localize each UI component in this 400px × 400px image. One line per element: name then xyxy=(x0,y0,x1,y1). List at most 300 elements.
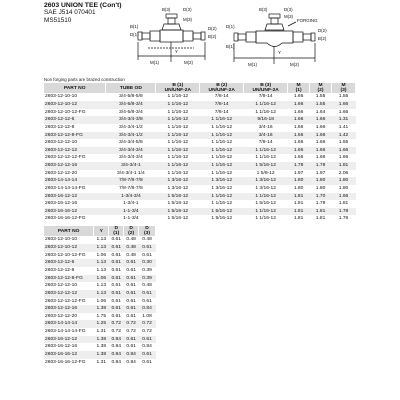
table-row xyxy=(44,147,356,155)
table-row xyxy=(44,267,156,275)
table-cell: 1.06 xyxy=(94,275,109,283)
table-cell: 1 5/16-12 xyxy=(156,208,200,216)
table-cell: 2603-16-16-12 xyxy=(44,351,94,359)
table-cell: 0.84 xyxy=(111,359,121,365)
table-cell: 1 1/16-12 xyxy=(156,147,200,155)
table-cell: 1.13 xyxy=(94,290,109,298)
table-cell: 2603-16-12-16 xyxy=(45,201,78,207)
table-cell: 2603-16-16-12-FG xyxy=(45,216,86,222)
table-row xyxy=(44,139,356,147)
table-cell: 1.31 xyxy=(96,359,107,365)
table-cell: 1 3/16-12 xyxy=(167,185,189,191)
table-cell: 0.61 xyxy=(109,305,124,313)
table-row xyxy=(44,305,156,313)
table-row xyxy=(44,116,356,124)
table-cell: 7/8-7/8-7/8 xyxy=(106,177,156,185)
table-cell: 1 3/16-12 xyxy=(156,177,200,185)
table-cell: 1-1-3/4 xyxy=(123,216,139,222)
table-cell: 1 1/16-12 xyxy=(211,170,233,176)
table-cell: 0.84 xyxy=(109,351,124,359)
table-cell: 1 1/16-12 xyxy=(200,116,244,124)
table-cell: 0.61 xyxy=(142,252,152,258)
table-cell: 1.80 xyxy=(338,185,349,191)
col-header-m3: M (3) xyxy=(332,83,356,93)
table-cell: 1 1/16-12 xyxy=(255,216,276,222)
table-cell: 1.38 xyxy=(94,336,109,344)
table-cell: 0.84 xyxy=(126,359,136,365)
table-cell: 2603-12-12-12 xyxy=(44,290,94,298)
table-cell: 1 1/16-12 xyxy=(156,162,200,170)
table-cell: 1 5/16-12 xyxy=(156,193,200,201)
table-cell: 1.25 xyxy=(94,320,109,328)
table-cell: 2603-12-10-12 xyxy=(44,244,94,252)
col-header-b1: B (1) UN/UNF-2A xyxy=(156,83,200,93)
table-cell: 1.66 xyxy=(288,132,310,140)
table-cell: 2603-12-12-12-FG xyxy=(45,155,86,161)
label-d2: D(2) xyxy=(208,26,217,31)
col-header-d2: D (2) xyxy=(124,226,139,236)
table-cell: 1-3/4-1 xyxy=(123,201,139,207)
table-row xyxy=(44,328,156,336)
page-title: 2603 UNION TEE (Con't) xyxy=(44,2,122,9)
table-cell: 2603-14-14-14-FG xyxy=(45,329,86,335)
table-cell: 0.61 xyxy=(126,267,136,273)
table-cell: 1.70 xyxy=(310,193,332,201)
col-header-y: Y xyxy=(94,226,109,236)
table-cell: 2603-12-12-8 xyxy=(45,267,75,273)
table-cell: 1.78 xyxy=(310,162,332,170)
table-row xyxy=(44,336,156,344)
construction-note: Non forging parts are brazed construction xyxy=(44,77,125,82)
table-cell: 1.55 xyxy=(338,140,349,146)
table-cell: 3/4-3/4-5/8 xyxy=(119,140,143,146)
table-cell: 1.80 xyxy=(332,177,356,185)
table-cell: 1.81 xyxy=(293,216,304,222)
table-cell: 2603-12-10-10 xyxy=(45,237,78,243)
table-cell: 1.66 xyxy=(288,101,310,109)
table-cell: 1.31 xyxy=(332,116,356,124)
table-cell: 2603-12-10-12-FG xyxy=(45,109,86,115)
table-cell: 2603-16-16-12-FG xyxy=(45,359,86,365)
table-cell: 1.13 xyxy=(96,267,107,273)
label-b2: B(2) xyxy=(208,34,217,39)
table-cell: 1 1/16-12 xyxy=(200,162,244,170)
col-header-b3: B (3) UN/UNF-2A xyxy=(244,83,288,93)
table-cell: 1.38 xyxy=(94,351,109,359)
table-cell: 1.75 xyxy=(96,313,107,319)
table-cell: 1.41 xyxy=(338,124,349,130)
table-cell: 1.80 xyxy=(310,177,332,185)
table-cell: 3/4-3/4-3/4 xyxy=(119,155,143,161)
table-cell: 7/8-14 xyxy=(258,94,273,100)
table-cell: 1.38 xyxy=(96,344,107,350)
table-cell: 1.66 xyxy=(332,101,356,109)
table-cell: 1.38 xyxy=(94,305,109,313)
table-cell: 0.72 xyxy=(111,329,121,335)
table-row xyxy=(44,185,356,193)
table-cell: 1 1/16-12 xyxy=(156,132,200,140)
table-cell: 0.61 xyxy=(139,336,156,344)
table-cell: 1.78 xyxy=(315,201,326,207)
table-cell: 1.66 xyxy=(293,94,304,100)
table-cell: 1.13 xyxy=(96,237,107,243)
table-cell: 2603-16-12-12 xyxy=(44,336,94,344)
table-cell: 0.48 xyxy=(142,237,152,243)
table-cell: 9/16-18 xyxy=(244,116,288,124)
label-m3: M(3) xyxy=(183,17,193,22)
table-row xyxy=(44,351,156,359)
table-cell: 1 5/8-12 xyxy=(256,170,275,176)
table-row xyxy=(44,200,356,208)
union-tee-diagram-left xyxy=(128,6,224,78)
table-cell: 2603-12-12-20 xyxy=(45,313,78,319)
table-cell: 1.66 xyxy=(293,109,304,115)
table-cell: 0.39 xyxy=(142,267,152,273)
table-cell: 1 1/16-12 xyxy=(167,140,189,146)
table-cell: 3/4-3/4-1 xyxy=(106,162,156,170)
table-cell: 2603-12-10-12-FG xyxy=(45,252,86,258)
table-cell: 7/8-14 xyxy=(214,109,229,115)
table-cell: 1-3/4-3/4 xyxy=(106,193,156,201)
table-cell: 1 1/16-12 xyxy=(156,101,200,109)
table-cell: 1.81 xyxy=(332,162,356,170)
table-cell: 0.61 xyxy=(109,290,124,298)
label-m1: M(1) xyxy=(248,62,258,67)
table-cell: 1.42 xyxy=(332,132,356,140)
table-row xyxy=(44,177,356,185)
table-cell: 0.61 xyxy=(142,359,152,365)
table-cell: 1 1/16-12 xyxy=(244,193,288,201)
table-cell: 0.72 xyxy=(124,320,139,328)
table-cell: 7/8-7/8-7/8 xyxy=(119,185,143,191)
table-cell: 0.61 xyxy=(126,298,136,304)
table-cell: 1.97 xyxy=(315,170,326,176)
table-cell: 2603-12-12-12-FG xyxy=(45,298,86,304)
label-d2: D(2) xyxy=(318,28,327,33)
table-cell: 2603-14-14-14-FG xyxy=(45,185,86,191)
table-cell: 2603-12-12-8 xyxy=(45,124,75,130)
table-row xyxy=(44,290,156,298)
table-cell: 0.61 xyxy=(109,275,124,283)
table-cell: 1 1/16-12 xyxy=(211,124,233,130)
table-cell: 0.39 xyxy=(139,275,156,283)
table-cell: 2603-12-12-8-FG xyxy=(44,275,94,283)
table-cell: 1.66 xyxy=(338,155,349,161)
table-cell: 1 1/16-12 xyxy=(167,109,189,115)
table-cell: 2603-12-10-12 xyxy=(44,101,106,109)
table-cell: 0.48 xyxy=(124,244,139,252)
col-header-tube-od: TUBE OD xyxy=(106,83,156,93)
table-cell: 7/8-14 xyxy=(200,101,244,109)
table-row xyxy=(44,208,356,216)
table-row xyxy=(44,259,156,267)
table-cell: 2603-12-12-6 xyxy=(44,116,106,124)
table-row xyxy=(44,101,356,109)
table-cell: 1 1/16-12 xyxy=(255,109,276,115)
table-cell: 1.97 xyxy=(293,170,304,176)
table-cell: 2603-14-14-14 xyxy=(44,177,106,185)
table-cell: 3/4-3/4-1/2 xyxy=(106,132,156,140)
table-cell: 1 1/16-12 xyxy=(211,140,233,146)
table-cell: 0.61 xyxy=(111,283,121,289)
table-cell: 0.48 xyxy=(126,237,136,243)
table-cell: 1.13 xyxy=(96,283,107,289)
table-cell: 2603-12-10-10 xyxy=(45,94,78,100)
table-cell: 2603-12-12-6 xyxy=(44,259,94,267)
table-cell: 1.66 xyxy=(293,155,304,161)
table-cell: 1 5/16-12 xyxy=(255,201,276,207)
label-m2: M(2) xyxy=(184,60,194,65)
table-cell: 1.81 xyxy=(288,193,310,201)
table-cell: 0.61 xyxy=(126,283,136,289)
table-cell: 0.72 xyxy=(109,320,124,328)
table-cell: 3/4-3/4-1 1/4 xyxy=(117,170,145,176)
table-cell: 1 1/16-12 xyxy=(167,124,189,130)
table-cell: 1.81 xyxy=(310,208,332,216)
table-cell: 1.55 xyxy=(338,94,349,100)
table-cell: 0.84 xyxy=(139,305,156,313)
standard-ref: SAE J514 070401 xyxy=(44,9,96,17)
table-cell: 7/8-14 xyxy=(214,94,229,100)
table-row xyxy=(44,282,156,290)
table-cell: 1 5/16-12 xyxy=(167,201,189,207)
label-b3: B(3) xyxy=(259,7,268,12)
table-cell: 1.80 xyxy=(293,185,304,191)
table-cell: 0.84 xyxy=(124,351,139,359)
label-b2: B(2) xyxy=(318,36,327,41)
label-b3: B(3) xyxy=(162,7,171,12)
table-cell: 1 1/16-12 xyxy=(244,208,288,216)
table-cell: 2603-14-14-14 xyxy=(44,320,94,328)
label-d3: D(3) xyxy=(183,7,192,12)
table-cell: 0.61 xyxy=(139,244,156,252)
label-forging: FORGING xyxy=(297,18,318,23)
table-cell: 2.06 xyxy=(338,170,349,176)
table-cell: 1 1/16-12 xyxy=(167,155,189,161)
label-m1: M(1) xyxy=(150,60,160,65)
table-cell: 1.66 xyxy=(293,140,304,146)
table-cell: 0.61 xyxy=(126,313,136,319)
table-cell: 1.66 xyxy=(338,109,349,115)
table-cell: 3/4-5/8-3/4 xyxy=(106,101,156,109)
table-row xyxy=(44,244,156,252)
col-header-d3: D (3) xyxy=(139,226,156,236)
table-cell: 0.72 xyxy=(142,329,152,335)
table-cell: 2603-16-12-12 xyxy=(44,193,106,201)
table-cell: 1.81 xyxy=(338,201,349,207)
table-cell: 1 3/16-12 xyxy=(200,177,244,185)
table-cell: 1.66 xyxy=(293,124,304,130)
table-cell: 0.72 xyxy=(139,320,156,328)
table-row xyxy=(44,162,356,170)
table-cell: 3/4-3/4-3/4 xyxy=(106,147,156,155)
table-cell: 0.61 xyxy=(142,298,152,304)
table-cell: 1-1-3/4 xyxy=(106,208,156,216)
table-header-row xyxy=(44,226,156,236)
mil-spec-ref: MS51510 xyxy=(44,16,72,24)
label-m2: M(2) xyxy=(290,62,300,67)
table-cell: 2603-12-12-10 xyxy=(45,140,78,146)
table-cell: 1.66 xyxy=(310,132,332,140)
table-cell: 3/4-16 xyxy=(244,132,288,140)
col-header-part-no: PART NO xyxy=(44,226,94,236)
table-row xyxy=(44,154,356,162)
table-cell: 1 1/16-12 xyxy=(211,201,233,207)
table-cell: 1.66 xyxy=(315,155,326,161)
table-cell: 1 1/16-12 xyxy=(200,193,244,201)
table-cell: 1.66 xyxy=(332,147,356,155)
table-row xyxy=(44,236,156,244)
col-header-d1: D (1) xyxy=(109,226,124,236)
table-cell: 1 3/16-12 xyxy=(255,185,276,191)
table-cell: 0.61 xyxy=(139,290,156,298)
table-cell: 2603-16-12-16 xyxy=(45,344,78,350)
table-row xyxy=(44,124,356,132)
table-cell: 1.06 xyxy=(96,252,107,258)
table-cell: 1.66 xyxy=(332,193,356,201)
table-row xyxy=(44,252,156,260)
table-cell: 2603-12-12-16 xyxy=(44,162,106,170)
table-cell: 1.66 xyxy=(310,147,332,155)
table-cell: 2603-12-12-16 xyxy=(44,305,94,313)
table-row xyxy=(44,298,156,306)
table-cell: 0.61 xyxy=(111,267,121,273)
table-cell: 1.08 xyxy=(142,313,152,319)
table-cell: 1.66 xyxy=(288,116,310,124)
dimension-table xyxy=(44,226,156,366)
table-row xyxy=(44,359,156,367)
table-cell: 3/4-5/8-3/4 xyxy=(119,109,143,115)
label-d1: D(1) xyxy=(226,24,235,29)
table-cell: 2603-12-12-12 xyxy=(44,147,106,155)
table-cell: 0.30 xyxy=(139,259,156,267)
col-header-m2: M (2) xyxy=(310,83,332,93)
table-cell: 1.66 xyxy=(288,147,310,155)
table-cell: 0.61 xyxy=(111,237,121,243)
table-cell: 0.84 xyxy=(142,344,152,350)
table-cell: 1.78 xyxy=(332,208,356,216)
table-cell: 2603-12-12-20 xyxy=(45,170,78,176)
table-cell: 1.81 xyxy=(293,201,304,207)
table-cell: 0.84 xyxy=(111,344,121,350)
table-cell: 0.61 xyxy=(124,275,139,283)
document-header xyxy=(44,2,122,24)
table-cell: 0.61 xyxy=(124,336,139,344)
table-cell: 1 1/16-12 xyxy=(156,116,200,124)
table-cell: 1.55 xyxy=(310,101,332,109)
label-b1: B(1) xyxy=(226,44,235,49)
table-cell: 1 5/16-12 xyxy=(244,162,288,170)
table-cell: 0.84 xyxy=(109,336,124,344)
table-row xyxy=(44,343,156,351)
table-cell: 1 1/16-12 xyxy=(255,155,276,161)
table-cell: 1 3/16-12 xyxy=(211,185,233,191)
table-row xyxy=(44,313,156,321)
table-row xyxy=(44,132,356,140)
table-cell: 1.66 xyxy=(315,124,326,130)
table-cell: 0.61 xyxy=(111,313,121,319)
table-cell: 1 1/16-12 xyxy=(244,147,288,155)
table-cell: 7/8-14 xyxy=(258,140,273,146)
label-d1: D(1) xyxy=(130,32,139,37)
table-cell: 0.61 xyxy=(111,252,121,258)
table-cell: 0.61 xyxy=(109,244,124,252)
col-header-m1: M (1) xyxy=(288,83,310,93)
table-row xyxy=(44,275,156,283)
table-cell: 1 1/16-12 xyxy=(200,132,244,140)
table-cell: 1 1/16-12 xyxy=(167,94,189,100)
label-b1: B(1) xyxy=(130,24,139,29)
table-cell: 1.06 xyxy=(96,298,107,304)
label-d3: D(3) xyxy=(284,7,293,12)
table-cell: 3/4-16 xyxy=(258,124,273,130)
table-cell: 1 1/16-12 xyxy=(211,155,233,161)
table-cell: 1 1/16-12 xyxy=(167,170,189,176)
table-header-row xyxy=(44,83,356,93)
table-cell: 1.78 xyxy=(288,162,310,170)
col-header-part-no: PART NO xyxy=(44,83,106,93)
label-m3: M(3) xyxy=(284,14,294,19)
label-y: Y xyxy=(175,49,178,54)
table-cell: 1 5/16-12 xyxy=(211,216,233,222)
table-cell: 1.81 xyxy=(315,216,326,222)
table-cell: 1.80 xyxy=(288,177,310,185)
col-header-b2: B (2) UN/UNF-2A xyxy=(200,83,244,93)
table-cell: 2603-16-16-12 xyxy=(44,208,106,216)
table-row xyxy=(44,93,356,101)
table-cell: 1.80 xyxy=(315,185,326,191)
table-cell: 1 5/16-12 xyxy=(200,208,244,216)
table-cell: 1 1/16-12 xyxy=(244,101,288,109)
table-cell: 1 5/16-12 xyxy=(167,216,189,222)
table-cell: 1.55 xyxy=(315,94,326,100)
table-cell: 1.13 xyxy=(94,244,109,252)
table-cell: 0.72 xyxy=(126,329,136,335)
table-cell: 0.61 xyxy=(124,305,139,313)
table-cell: 2603-12-12-10 xyxy=(45,283,78,289)
table-cell: 1.76 xyxy=(338,216,349,222)
table-cell: 0.61 xyxy=(124,259,139,267)
table-row xyxy=(44,109,356,117)
table-cell: 3/4-3/4-3/8 xyxy=(106,116,156,124)
table-row xyxy=(44,193,356,201)
table-cell: 1.31 xyxy=(96,329,107,335)
table-cell: 0.61 xyxy=(111,298,121,304)
table-cell: 0.61 xyxy=(126,344,136,350)
table-row xyxy=(44,320,156,328)
table-cell: 0.61 xyxy=(124,290,139,298)
table-cell: 0.48 xyxy=(126,252,136,258)
table-cell: 0.61 xyxy=(109,259,124,267)
label-y: Y xyxy=(278,50,281,55)
table-cell: 3/4-3/4-1/2 xyxy=(119,124,143,130)
table-cell: 2603-12-12-8-FG xyxy=(44,132,106,140)
thread-spec-table xyxy=(44,83,356,223)
table-row xyxy=(44,170,356,178)
table-cell: 1.64 xyxy=(315,109,326,115)
table-cell: 1 3/16-12 xyxy=(244,177,288,185)
table-cell: 1.81 xyxy=(288,208,310,216)
table-cell: 1.66 xyxy=(315,140,326,146)
union-tee-diagram-right xyxy=(226,6,338,78)
table-cell: 1.66 xyxy=(310,116,332,124)
table-cell: 1 1/16-12 xyxy=(200,147,244,155)
table-cell: 0.61 xyxy=(139,351,156,359)
table-cell: 1.13 xyxy=(94,259,109,267)
table-cell: 0.48 xyxy=(142,283,152,289)
table-cell: 3/4-5/8-5/8 xyxy=(119,94,143,100)
table-row xyxy=(44,215,356,223)
